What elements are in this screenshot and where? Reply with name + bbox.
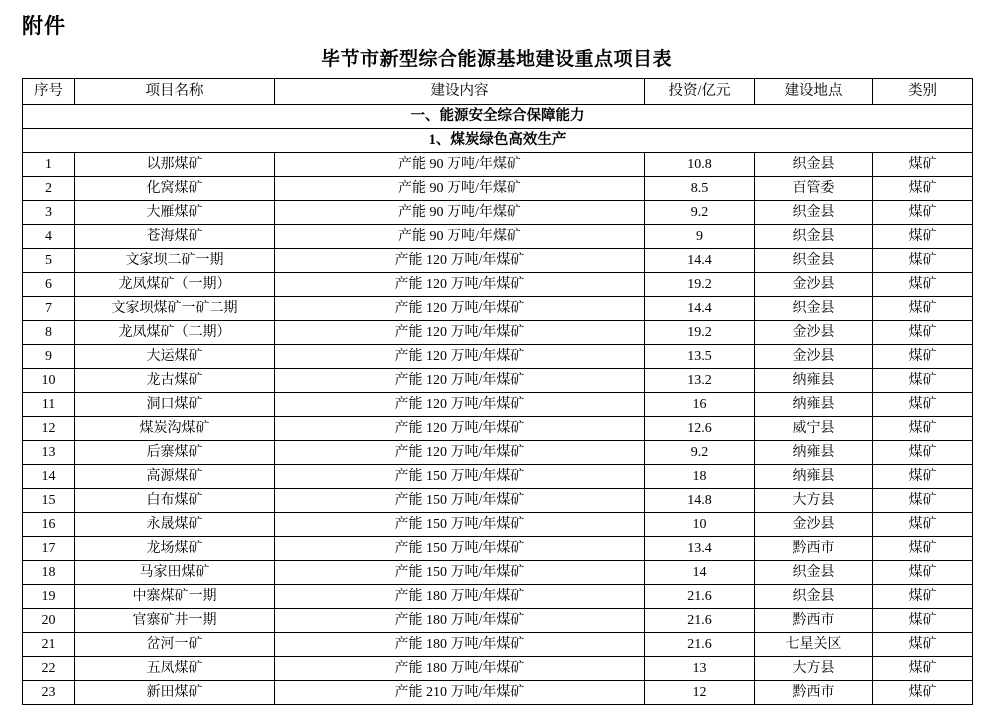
cell-investment: 12	[645, 681, 755, 705]
cell-location: 威宁县	[755, 417, 873, 441]
cell-build-content: 产能 90 万吨/年煤矿	[275, 201, 645, 225]
cell-investment: 21.6	[645, 585, 755, 609]
cell-seq: 22	[23, 657, 75, 681]
cell-category: 煤矿	[873, 321, 973, 345]
cell-category: 煤矿	[873, 657, 973, 681]
cell-project-name: 官寨矿井一期	[75, 609, 275, 633]
cell-investment: 10.8	[645, 153, 755, 177]
table-row	[23, 201, 973, 225]
cell-category: 煤矿	[873, 201, 973, 225]
cell-investment: 14.8	[645, 489, 755, 513]
cell-location: 织金县	[755, 585, 873, 609]
section-heading-label: 一、能源安全综合保障能力	[23, 105, 973, 129]
cell-investment: 14.4	[645, 249, 755, 273]
cell-category: 煤矿	[873, 297, 973, 321]
cell-project-name: 以那煤矿	[75, 153, 275, 177]
table-row	[23, 225, 973, 249]
cell-category: 煤矿	[873, 537, 973, 561]
cell-investment: 9.2	[645, 201, 755, 225]
cell-project-name: 龙凤煤矿（二期）	[75, 321, 275, 345]
table-row	[23, 249, 973, 273]
cell-project-name: 苍海煤矿	[75, 225, 275, 249]
cell-location: 织金县	[755, 249, 873, 273]
cell-location: 纳雍县	[755, 441, 873, 465]
cell-location: 黔西市	[755, 609, 873, 633]
cell-build-content: 产能 180 万吨/年煤矿	[275, 657, 645, 681]
column-header-type: 类别	[873, 79, 973, 105]
cell-project-name: 永晟煤矿	[75, 513, 275, 537]
cell-build-content: 产能 150 万吨/年煤矿	[275, 537, 645, 561]
cell-investment: 14.4	[645, 297, 755, 321]
cell-project-name: 洞口煤矿	[75, 393, 275, 417]
cell-build-content: 产能 90 万吨/年煤矿	[275, 153, 645, 177]
cell-build-content: 产能 120 万吨/年煤矿	[275, 345, 645, 369]
cell-build-content: 产能 90 万吨/年煤矿	[275, 177, 645, 201]
table-header-row	[23, 79, 973, 105]
table-row	[23, 465, 973, 489]
cell-location: 纳雍县	[755, 465, 873, 489]
cell-investment: 16	[645, 393, 755, 417]
cell-location: 金沙县	[755, 345, 873, 369]
cell-project-name: 后寨煤矿	[75, 441, 275, 465]
cell-project-name: 马家田煤矿	[75, 561, 275, 585]
cell-investment: 19.2	[645, 273, 755, 297]
cell-category: 煤矿	[873, 249, 973, 273]
subsection-heading-label: 1、煤炭绿色高效生产	[23, 129, 973, 153]
table-row	[23, 345, 973, 369]
cell-location: 金沙县	[755, 513, 873, 537]
cell-build-content: 产能 150 万吨/年煤矿	[275, 561, 645, 585]
cell-build-content: 产能 150 万吨/年煤矿	[275, 513, 645, 537]
cell-build-content: 产能 150 万吨/年煤矿	[275, 465, 645, 489]
table-row	[23, 561, 973, 585]
cell-location: 织金县	[755, 201, 873, 225]
cell-build-content: 产能 90 万吨/年煤矿	[275, 225, 645, 249]
cell-build-content: 产能 120 万吨/年煤矿	[275, 249, 645, 273]
cell-project-name: 文家坝二矿一期	[75, 249, 275, 273]
cell-investment: 21.6	[645, 609, 755, 633]
cell-investment: 9	[645, 225, 755, 249]
cell-seq: 11	[23, 393, 75, 417]
cell-investment: 13.2	[645, 369, 755, 393]
project-table	[22, 78, 973, 705]
cell-investment: 13.4	[645, 537, 755, 561]
cell-category: 煤矿	[873, 417, 973, 441]
cell-build-content: 产能 150 万吨/年煤矿	[275, 489, 645, 513]
cell-seq: 19	[23, 585, 75, 609]
cell-location: 大方县	[755, 489, 873, 513]
cell-project-name: 中寨煤矿一期	[75, 585, 275, 609]
cell-category: 煤矿	[873, 345, 973, 369]
cell-seq: 10	[23, 369, 75, 393]
cell-category: 煤矿	[873, 561, 973, 585]
cell-location: 黔西市	[755, 681, 873, 705]
cell-location: 金沙县	[755, 321, 873, 345]
cell-seq: 16	[23, 513, 75, 537]
cell-project-name: 五凤煤矿	[75, 657, 275, 681]
cell-investment: 13.5	[645, 345, 755, 369]
cell-location: 纳雍县	[755, 393, 873, 417]
cell-project-name: 大雁煤矿	[75, 201, 275, 225]
cell-category: 煤矿	[873, 633, 973, 657]
cell-build-content: 产能 120 万吨/年煤矿	[275, 369, 645, 393]
cell-build-content: 产能 210 万吨/年煤矿	[275, 681, 645, 705]
cell-investment: 14	[645, 561, 755, 585]
column-header-name: 项目名称	[75, 79, 275, 105]
cell-build-content: 产能 120 万吨/年煤矿	[275, 297, 645, 321]
cell-location: 七星关区	[755, 633, 873, 657]
cell-seq: 18	[23, 561, 75, 585]
cell-seq: 1	[23, 153, 75, 177]
cell-location: 织金县	[755, 153, 873, 177]
cell-seq: 13	[23, 441, 75, 465]
table-row	[23, 609, 973, 633]
table-row	[23, 177, 973, 201]
table-row	[23, 441, 973, 465]
cell-category: 煤矿	[873, 681, 973, 705]
cell-build-content: 产能 180 万吨/年煤矿	[275, 633, 645, 657]
project-table-container	[22, 78, 972, 705]
cell-category: 煤矿	[873, 225, 973, 249]
attachment-label: 附件	[22, 14, 66, 38]
cell-category: 煤矿	[873, 585, 973, 609]
cell-investment: 10	[645, 513, 755, 537]
column-header-content: 建设内容	[275, 79, 645, 105]
cell-location: 织金县	[755, 225, 873, 249]
column-header-seq: 序号	[23, 79, 75, 105]
table-row	[23, 681, 973, 705]
cell-seq: 2	[23, 177, 75, 201]
cell-seq: 17	[23, 537, 75, 561]
cell-build-content: 产能 120 万吨/年煤矿	[275, 273, 645, 297]
cell-build-content: 产能 120 万吨/年煤矿	[275, 417, 645, 441]
cell-investment: 21.6	[645, 633, 755, 657]
column-header-place: 建设地点	[755, 79, 873, 105]
cell-location: 黔西市	[755, 537, 873, 561]
cell-investment: 9.2	[645, 441, 755, 465]
cell-seq: 20	[23, 609, 75, 633]
page-title: 毕节市新型综合能源基地建设重点项目表	[320, 49, 672, 70]
table-body	[23, 105, 973, 705]
cell-seq: 15	[23, 489, 75, 513]
cell-project-name: 高源煤矿	[75, 465, 275, 489]
cell-category: 煤矿	[873, 273, 973, 297]
cell-seq: 9	[23, 345, 75, 369]
table-row	[23, 153, 973, 177]
cell-category: 煤矿	[873, 609, 973, 633]
cell-project-name: 岔河一矿	[75, 633, 275, 657]
cell-build-content: 产能 120 万吨/年煤矿	[275, 441, 645, 465]
cell-seq: 8	[23, 321, 75, 345]
cell-project-name: 大运煤矿	[75, 345, 275, 369]
cell-seq: 6	[23, 273, 75, 297]
cell-seq: 4	[23, 225, 75, 249]
cell-location: 织金县	[755, 297, 873, 321]
cell-seq: 14	[23, 465, 75, 489]
column-header-invest: 投资/亿元	[645, 79, 755, 105]
cell-location: 纳雍县	[755, 369, 873, 393]
table-row	[23, 297, 973, 321]
cell-category: 煤矿	[873, 465, 973, 489]
cell-seq: 7	[23, 297, 75, 321]
cell-project-name: 龙场煤矿	[75, 537, 275, 561]
cell-seq: 12	[23, 417, 75, 441]
table-row	[23, 417, 973, 441]
cell-project-name: 煤炭沟煤矿	[75, 417, 275, 441]
cell-investment: 12.6	[645, 417, 755, 441]
table-row	[23, 273, 973, 297]
table-row	[23, 537, 973, 561]
subsection-heading-row	[23, 129, 973, 153]
cell-category: 煤矿	[873, 513, 973, 537]
table-row	[23, 489, 973, 513]
cell-project-name: 龙古煤矿	[75, 369, 275, 393]
cell-seq: 3	[23, 201, 75, 225]
table-row	[23, 633, 973, 657]
cell-project-name: 文家坝煤矿一矿二期	[75, 297, 275, 321]
cell-project-name: 白布煤矿	[75, 489, 275, 513]
cell-seq: 5	[23, 249, 75, 273]
cell-build-content: 产能 180 万吨/年煤矿	[275, 585, 645, 609]
cell-investment: 13	[645, 657, 755, 681]
table-row	[23, 513, 973, 537]
cell-investment: 18	[645, 465, 755, 489]
cell-project-name: 化窝煤矿	[75, 177, 275, 201]
cell-category: 煤矿	[873, 369, 973, 393]
cell-category: 煤矿	[873, 177, 973, 201]
cell-location: 大方县	[755, 657, 873, 681]
cell-project-name: 龙凤煤矿（一期）	[75, 273, 275, 297]
cell-location: 金沙县	[755, 273, 873, 297]
cell-category: 煤矿	[873, 441, 973, 465]
cell-location: 百管委	[755, 177, 873, 201]
cell-project-name: 新田煤矿	[75, 681, 275, 705]
cell-build-content: 产能 120 万吨/年煤矿	[275, 321, 645, 345]
cell-investment: 8.5	[645, 177, 755, 201]
table-row	[23, 393, 973, 417]
cell-seq: 23	[23, 681, 75, 705]
cell-category: 煤矿	[873, 393, 973, 417]
cell-category: 煤矿	[873, 489, 973, 513]
table-row	[23, 321, 973, 345]
section-heading-row	[23, 105, 973, 129]
table-row	[23, 585, 973, 609]
cell-category: 煤矿	[873, 153, 973, 177]
cell-build-content: 产能 180 万吨/年煤矿	[275, 609, 645, 633]
cell-location: 织金县	[755, 561, 873, 585]
cell-investment: 19.2	[645, 321, 755, 345]
cell-seq: 21	[23, 633, 75, 657]
table-row	[23, 369, 973, 393]
table-header	[23, 79, 973, 105]
table-row	[23, 657, 973, 681]
cell-build-content: 产能 120 万吨/年煤矿	[275, 393, 645, 417]
